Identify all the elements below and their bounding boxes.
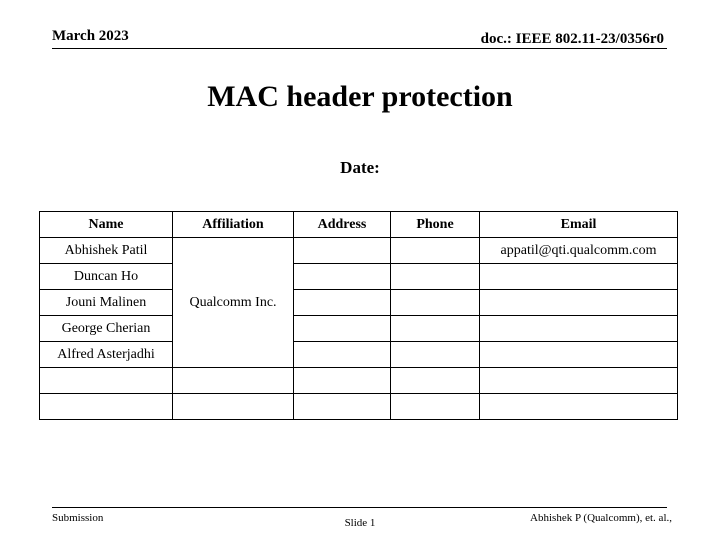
footer-author: Abhishek P (Qualcomm), et. al.,: [530, 512, 672, 524]
table-row: [40, 316, 678, 342]
address-cell: [294, 394, 391, 420]
email-cell: [480, 368, 678, 394]
table-row: [40, 290, 678, 316]
date-label: Date:: [340, 158, 380, 177]
phone-cell: [391, 368, 480, 394]
header-address: Address: [294, 212, 391, 238]
email-cell: [480, 290, 678, 316]
authors-table: [39, 211, 678, 420]
table-row: [40, 238, 678, 264]
phone-cell: [391, 264, 480, 290]
affiliation-cell: Qualcomm Inc.: [173, 238, 294, 368]
header-email: Email: [480, 212, 678, 238]
name-cell: Alfred Asterjadhi: [40, 342, 173, 368]
address-cell: [294, 238, 391, 264]
email-cell: [480, 316, 678, 342]
address-cell: [294, 316, 391, 342]
email-cell: [480, 342, 678, 368]
header-date: March 2023: [52, 28, 129, 44]
phone-cell: [391, 316, 480, 342]
phone-cell: [391, 238, 480, 264]
address-cell: [294, 290, 391, 316]
header-affiliation: Affiliation: [173, 212, 294, 238]
name-cell: Duncan Ho: [40, 264, 173, 290]
address-cell: [294, 368, 391, 394]
phone-cell: [391, 342, 480, 368]
table-row: [40, 264, 678, 290]
name-cell: Jouni Malinen: [40, 290, 173, 316]
header-name: Name: [40, 212, 173, 238]
footer-rule: [52, 507, 667, 508]
email-cell: [480, 394, 678, 420]
name-cell: [40, 368, 173, 394]
table-row: [40, 394, 678, 420]
address-cell: [294, 264, 391, 290]
name-cell: George Cherian: [40, 316, 173, 342]
address-cell: [294, 342, 391, 368]
footer-slide-number: Slide 1: [344, 517, 376, 529]
phone-cell: [391, 290, 480, 316]
name-cell: [40, 394, 173, 420]
affiliation-cell: [173, 368, 294, 394]
slide-title: MAC header protection: [207, 80, 513, 113]
table-row: [40, 368, 678, 394]
phone-cell: [391, 394, 480, 420]
table-header-row: [40, 212, 678, 238]
footer-submission: Submission: [52, 512, 104, 524]
email-cell: [480, 264, 678, 290]
header-phone: Phone: [391, 212, 480, 238]
email-cell: appatil@qti.qualcomm.com: [480, 238, 678, 264]
affiliation-cell: [173, 394, 294, 420]
header-rule: [52, 48, 667, 49]
table-row: [40, 342, 678, 368]
header-doc-id: doc.: IEEE 802.11-23/0356r0: [480, 31, 664, 47]
name-cell: Abhishek Patil: [40, 238, 173, 264]
